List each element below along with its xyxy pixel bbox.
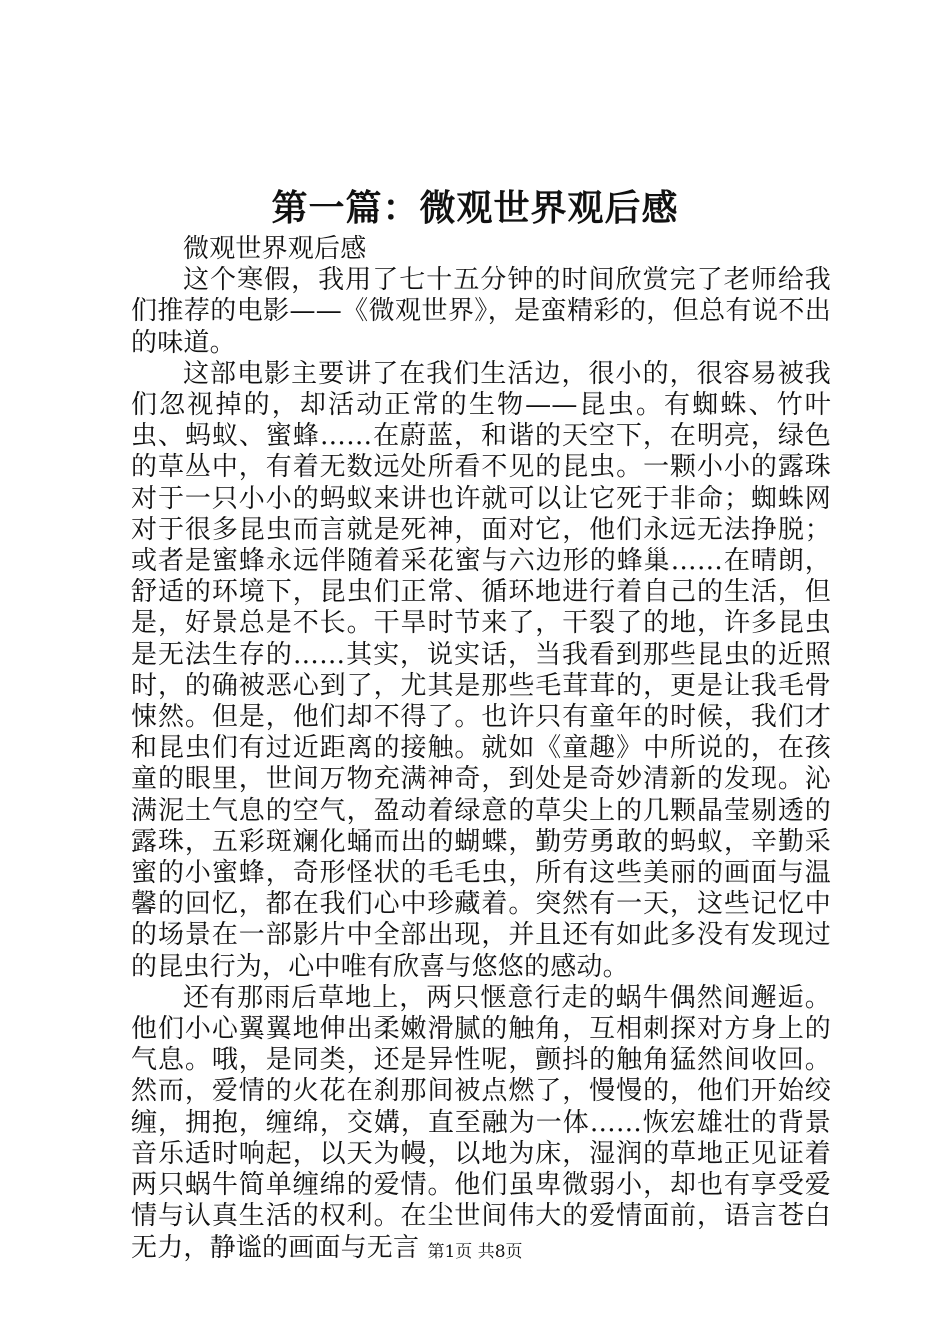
body-paragraph: 还有那雨后草地上，两只惬意行走的蜗牛偶然间邂逅。他们小心翼翼地伸出柔嫩滑腻的触角，互相刺探对方身上的气息。哦，是同类，还是异性呢，颤抖的触角猛然间收回。然而，爱情的火花在刹那间被点燃了，慢慢的，他们开始绞缠，拥抱，缠绵，交媾，直至融为一体……恢宏雄壮的背景音乐适时响起，以天为幔，以地为床，湿润的草地正见证着两只蜗牛简单缠绵的爱情。他们虽卑微弱小，却也有享受爱情与认真生活的权利。在尘世间伟大的爱情面前，语言苍白无力，静谧的画面与无言 bbox=[131, 982, 831, 1263]
body-paragraph: 这部电影主要讲了在我们生活边，很小的，很容易被我们忽视掉的，却活动正常的生物——昆虫。有蜘蛛、竹叶虫、蚂蚁、蜜蜂……在蔚蓝，和谐的天空下，在明亮，绿色的草丛中，有着无数远处所看不见的昆虫。一颗小小的露珠对于一只小小的蚂蚁来讲也许就可以让它死于非命；蜘蛛网对于很多昆虫而言就是死神，面对它，他们永远无法挣脱；或者是蜜蜂永远伴随着采花蜜与六边形的蜂巢……在晴朗，舒适的环境下，昆虫们正常、循环地进行着自己的生活，但是，好景总是不长。干旱时节来了，干裂了的地，许多昆虫是无法生存的……其实，说实话，当我看到那些昆虫的近照时，的确被恶心到了，尤其是那些毛茸茸的，更是让我毛骨悚然。但是，他们却不得了。也许只有童年的时候，我们才和昆虫们有过近距离的接触。就如《童趣》中所说的，在孩童的眼里，世间万物充满神奇，到处是奇妙清新的发现。沁满泥土气息的空气，盈动着绿意的草尖上的几颗晶莹剔透的露珠，五彩斑斓化蛹而出的蝴蝶，勤劳勇敢的蚂蚁，辛勤采蜜的小蜜蜂，奇形怪状的毛毛虫，所有这些美丽的画面与温馨的回忆，都在我们心中珍藏着。突然有一天，这些记忆中的场景在一部影片中全部出现，并且还有如此多没有发现过的昆虫行为，心中唯有欣喜与悠悠的感动。 bbox=[131, 358, 831, 982]
body-paragraph: 这个寒假，我用了七十五分钟的时间欣赏完了老师给我们推荐的电影——《微观世界》，是蛮精彩的，但总有说不出的味道。 bbox=[131, 265, 831, 358]
page-title: 第一篇：微观世界观后感 bbox=[271, 187, 679, 229]
document-body bbox=[131, 234, 831, 1264]
page-number-footer: 第1页 共8页 bbox=[427, 1242, 523, 1262]
subtitle-paragraph: 微观世界观后感 bbox=[183, 234, 367, 264]
